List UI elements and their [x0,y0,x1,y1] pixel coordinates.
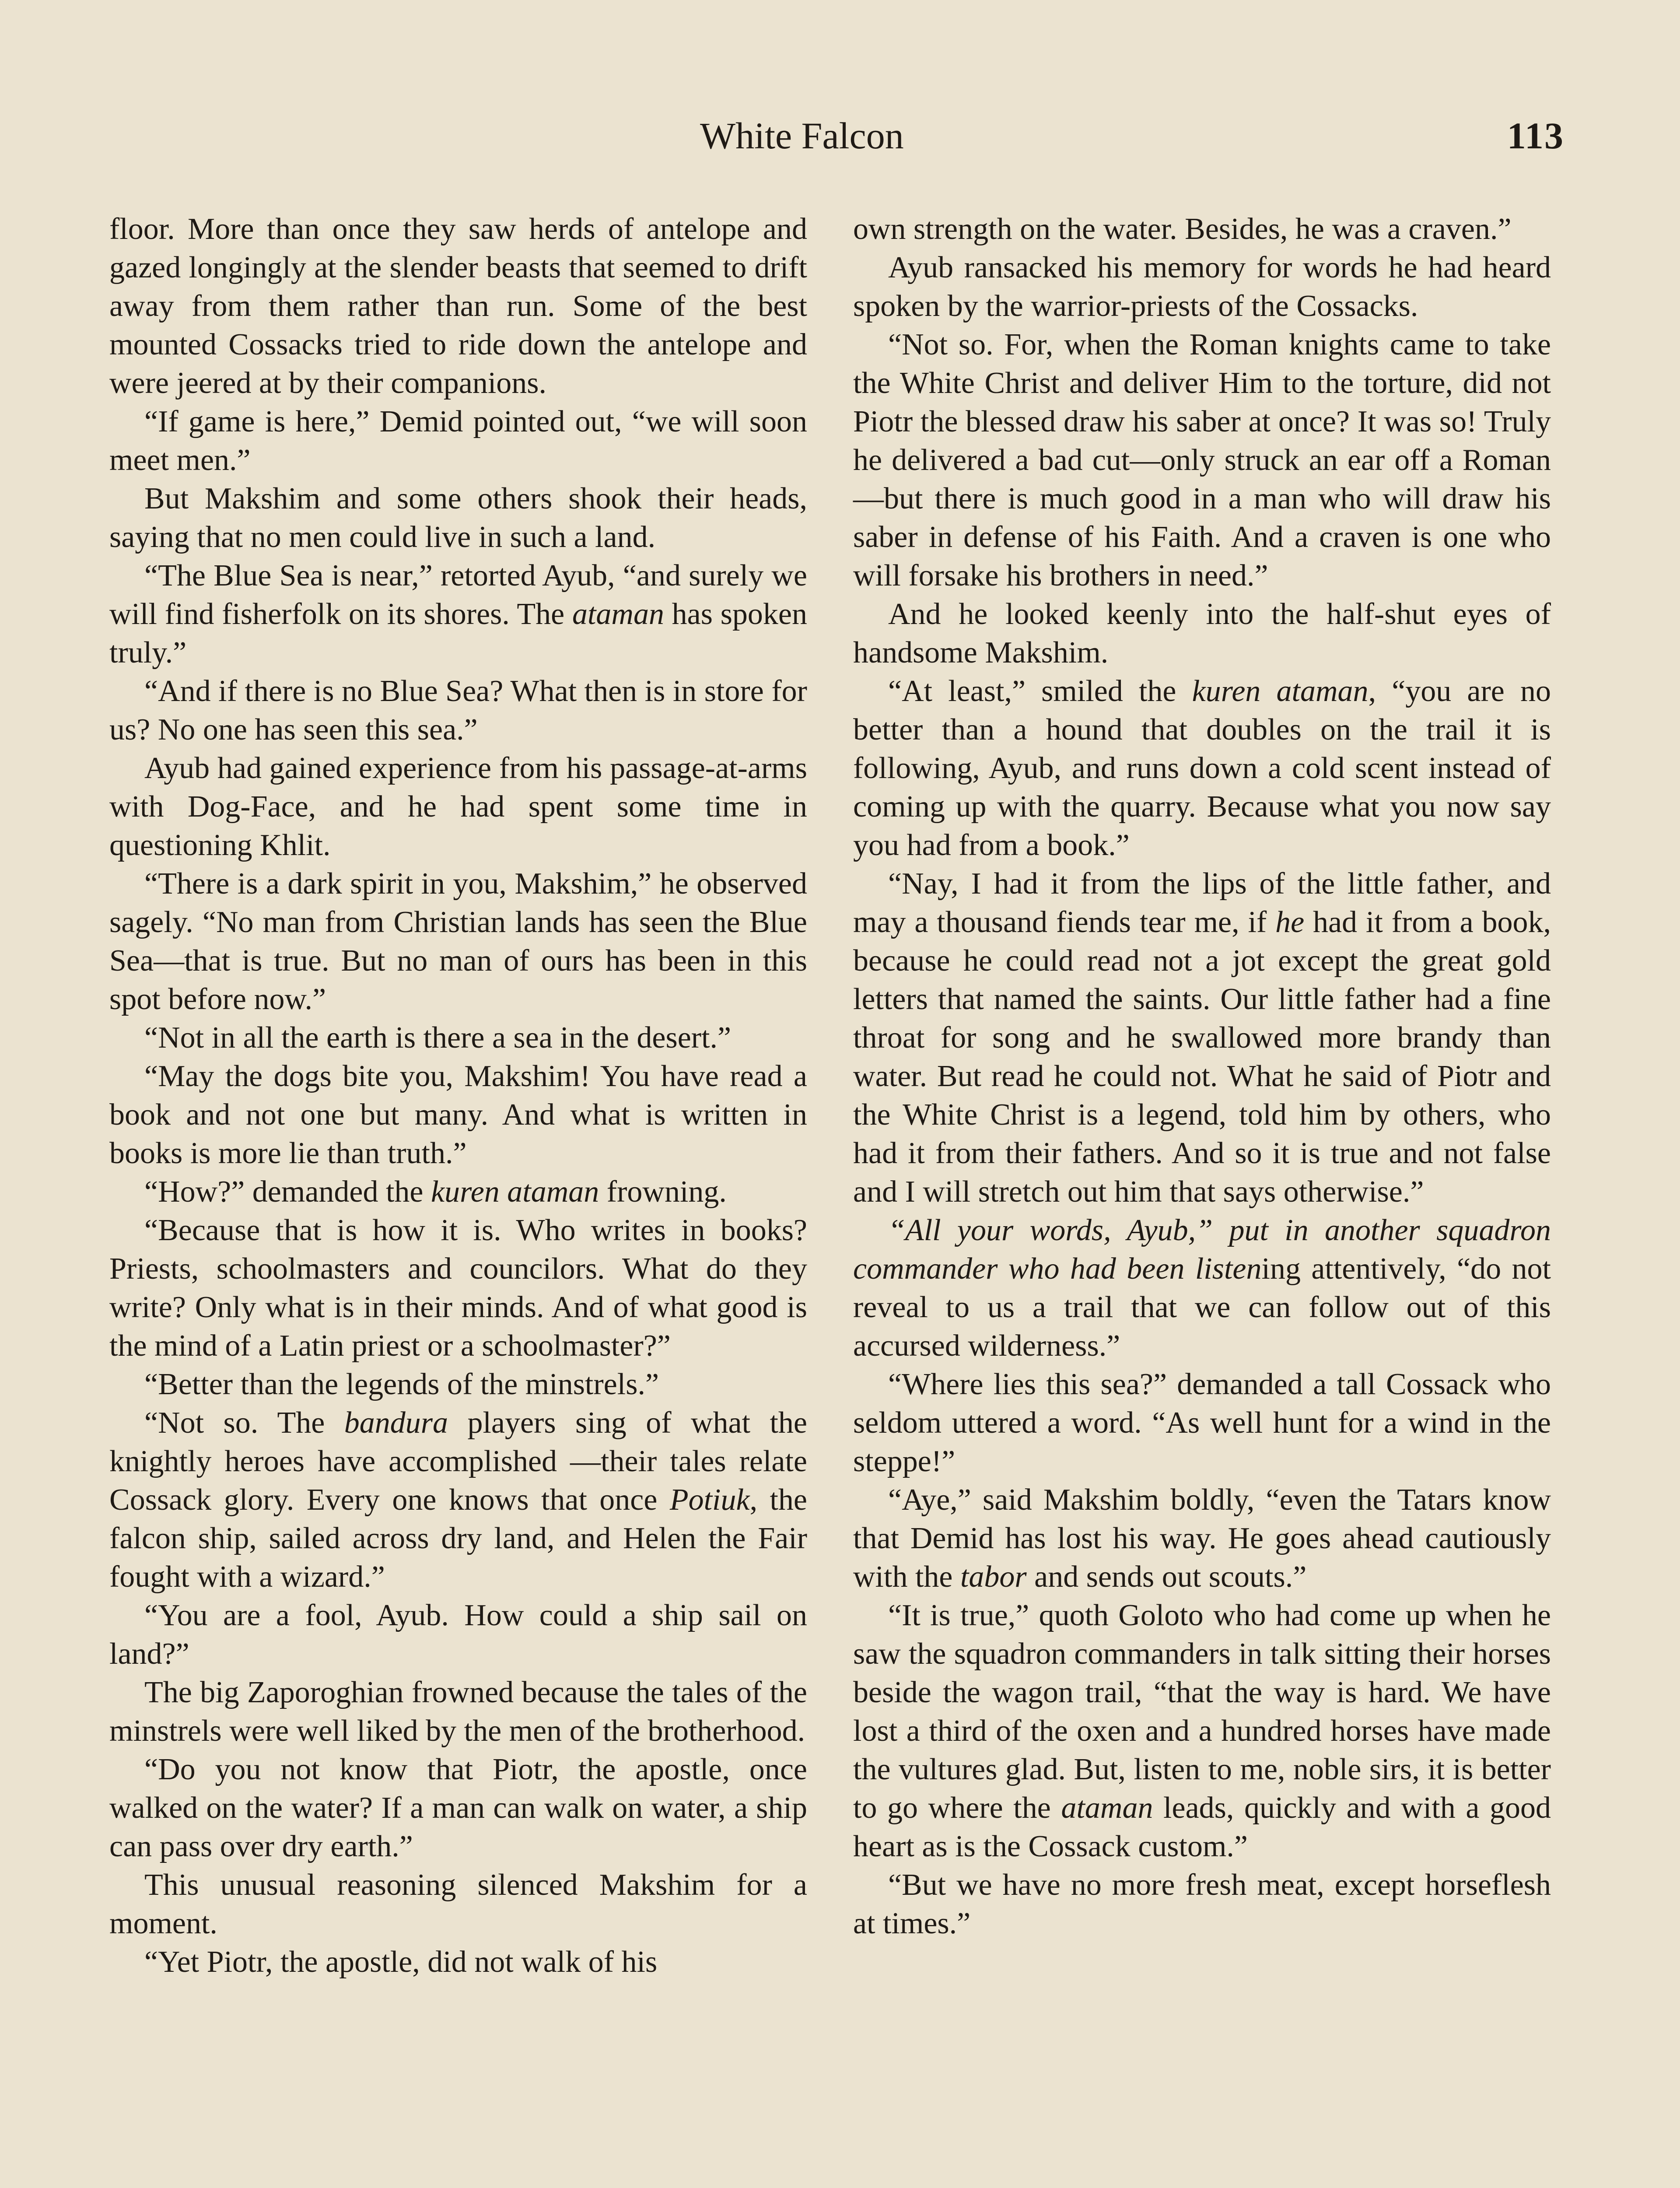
italic-run: “All your words, Ayub,” put in another squadron commander who had been listen [853,1213,1551,1286]
paragraph [853,672,1551,865]
paragraph [853,595,1551,672]
paragraph [109,1750,807,1866]
italic-run: ataman [1061,1791,1153,1825]
paragraph [109,1211,807,1365]
text-run: “May the dogs bite you, Makshim! You have read a book and not one but many. And what is written in books is more lie than truth.” [109,1059,807,1170]
page-number: 113 [1507,115,1564,157]
text-run: “Not so. The [144,1406,344,1440]
text-run: “You are a fool, Ayub. How could a ship sail on land?” [109,1599,807,1671]
text-run: , the falcon ship, sailed across dry land, and Helen the Fair fought with a wizard.” [109,1483,807,1594]
running-title: White Falcon [700,115,904,157]
text-run: had it from a book, because he could read not a jot except the great gold letters that named the saints. Our little father had a fine throat for song and he swallowed more brandy than water. But read he could not. What he said of Piotr and the White Christ is a legend, told him by others, who had it from their fathers. And so it is true and not false and I will stretch out him that says otherwise.” [853,905,1551,1209]
italic-run: bandura [344,1406,448,1440]
text-run: has spoken truly.” [109,597,808,670]
text-run: “It is true,” quoth Goloto who had come up when he saw the squadron commanders in talk sitting their horses beside the wagon trail, “that the way is hard. We have lost a third of the oxen and a hundred horses have made the vultures glad. But, listen to me, noble sirs, it is better to go where the [853,1599,1551,1825]
text-run: “How?” demanded the [144,1175,431,1209]
text-run: “Where lies this sea?” demanded a tall Cossack who seldom uttered a word. “As well hunt for a wind in the steppe!” [853,1368,1551,1478]
paragraph [109,1673,807,1750]
paragraph [109,672,807,749]
paragraph [853,1481,1551,1596]
paragraph [109,1057,807,1173]
text-run: “And if there is no Blue Sea? What then is in store for us? No one has seen this sea.” [109,674,807,747]
paragraph [853,326,1551,595]
text-column-left [109,210,807,1981]
text-run: “Because that is how it is. Who writes in books? Priests, schoolmasters and councilors. What do they write? Only what is in their minds. And of what good is the mind of a Latin priest or a schoolmaster?” [109,1213,807,1363]
text-run: And he looked keenly into the half-shut eyes of handsome Makshim. [853,597,1551,670]
paragraph [853,1596,1551,1866]
paragraph [109,1943,807,1981]
text-run: “At least,” smiled the [888,674,1192,708]
text-run: floor. More than once they saw herds of antelope and gazed longingly at the slender beasts that seemed to drift away from them rather than run. Some of the best mounted Cossacks tried to ride down the antelope and were jeered at by their companions. [109,212,807,400]
text-run: “Nay, I had it from the lips of the little father, and may a thousand fiends tear me, if [853,867,1551,939]
italic-run: he [1275,905,1305,939]
paragraph [109,403,807,480]
paragraph [109,1596,807,1673]
paragraph [853,1866,1551,1943]
italic-run: tabor [960,1560,1027,1594]
text-run: and sends out scouts.” [1026,1560,1307,1594]
paragraph [109,557,807,672]
paragraph [853,865,1551,1211]
paragraph [853,249,1551,326]
text-run: “The Blue Sea is near,” retorted Ayub, “and surely we will find fisherfolk on its shores. The [109,559,807,631]
italic-run: kuren ataman [1192,674,1368,708]
text-run: “Yet Piotr, the apostle, did not walk of his [144,1945,658,1979]
text-run: ing attentively, “do not reveal to us a trail that we can follow out of this accursed wilderness.” [853,1252,1551,1363]
text-run: Ayub ransacked his memory for words he had heard spoken by the warrior-priests of the Cossacks. [853,251,1551,323]
text-run: players sing of what the knightly heroes have accomplished —their tales relate Cossack glory. Every one knows that once [109,1406,808,1517]
text-run: The big Zaporoghian frowned because the tales of the minstrels were well liked by the men of the brotherhood. [109,1676,807,1748]
text-run: leads, quickly and with a good heart as is the Cossack custom.” [853,1791,1551,1863]
text-run: “Aye,” said Makshim boldly, “even the Tatars know that Demid has lost his way. He goes ahead cautiously with the [853,1483,1551,1594]
text-run: Ayub had gained experience from his passage-at-arms with Dog-Face, and he had spent some time in questioning Khlit. [109,751,807,862]
text-run: “Do you not know that Piotr, the apostle, once walked on the water? If a man can walk on water, a ship can pass over dry earth.” [109,1753,807,1863]
paragraph [109,1866,807,1943]
text-run: “There is a dark spirit in you, Makshim,” he observed sagely. “No man from Christian lands has seen the Blue Sea—that is true. But no man of ours has been in this spot before now.” [109,867,807,1016]
text-run: But Makshim and some others shook their heads, saying that no men could live in such a land. [109,482,807,554]
text-run: “Better than the legends of the minstrels.” [144,1368,659,1401]
paragraph [853,210,1551,249]
italic-run: ataman [572,597,664,631]
italic-run: kuren ataman [431,1175,599,1209]
paragraph [109,480,807,557]
text-run: “But we have no more fresh meat, except horseflesh at times.” [853,1868,1551,1940]
text-run: frowning. [599,1175,727,1209]
paragraph [853,1211,1551,1365]
paragraph [109,1019,807,1057]
paragraph [109,210,807,403]
text-run: This unusual reasoning silenced Makshim for a moment. [109,1868,807,1940]
paragraph [109,1404,807,1596]
text-run: , “you are no better than a hound that doubles on the trail it is following, Ayub, and runs down a cold scent instead of coming up with the quarry. Because what you now say you had from a book.” [853,674,1551,862]
text-run: own strength on the water. Besides, he was a craven.” [853,212,1512,246]
paragraph [109,865,807,1019]
text-run: “Not so. For, when the Roman knights came to take the White Christ and deliver Him to the torture, did not Piotr the blessed draw his saber at once? It was so! Truly he delivered a bad cut—only struck an ear off a Roman—but there is much good in a man who will draw his saber in defense of his Faith. And a craven is one who will forsake his brothers in need.” [853,328,1551,593]
paragraph [109,1365,807,1404]
paragraph [853,1365,1551,1481]
paragraph [109,1173,807,1211]
text-run: “If game is here,” Demid pointed out, “we will soon meet men.” [109,405,807,477]
italic-run: Potiuk [669,1483,750,1517]
text-column-right [853,210,1551,1943]
paragraph [109,749,807,865]
text-run: “Not in all the earth is there a sea in the desert.” [144,1021,732,1055]
